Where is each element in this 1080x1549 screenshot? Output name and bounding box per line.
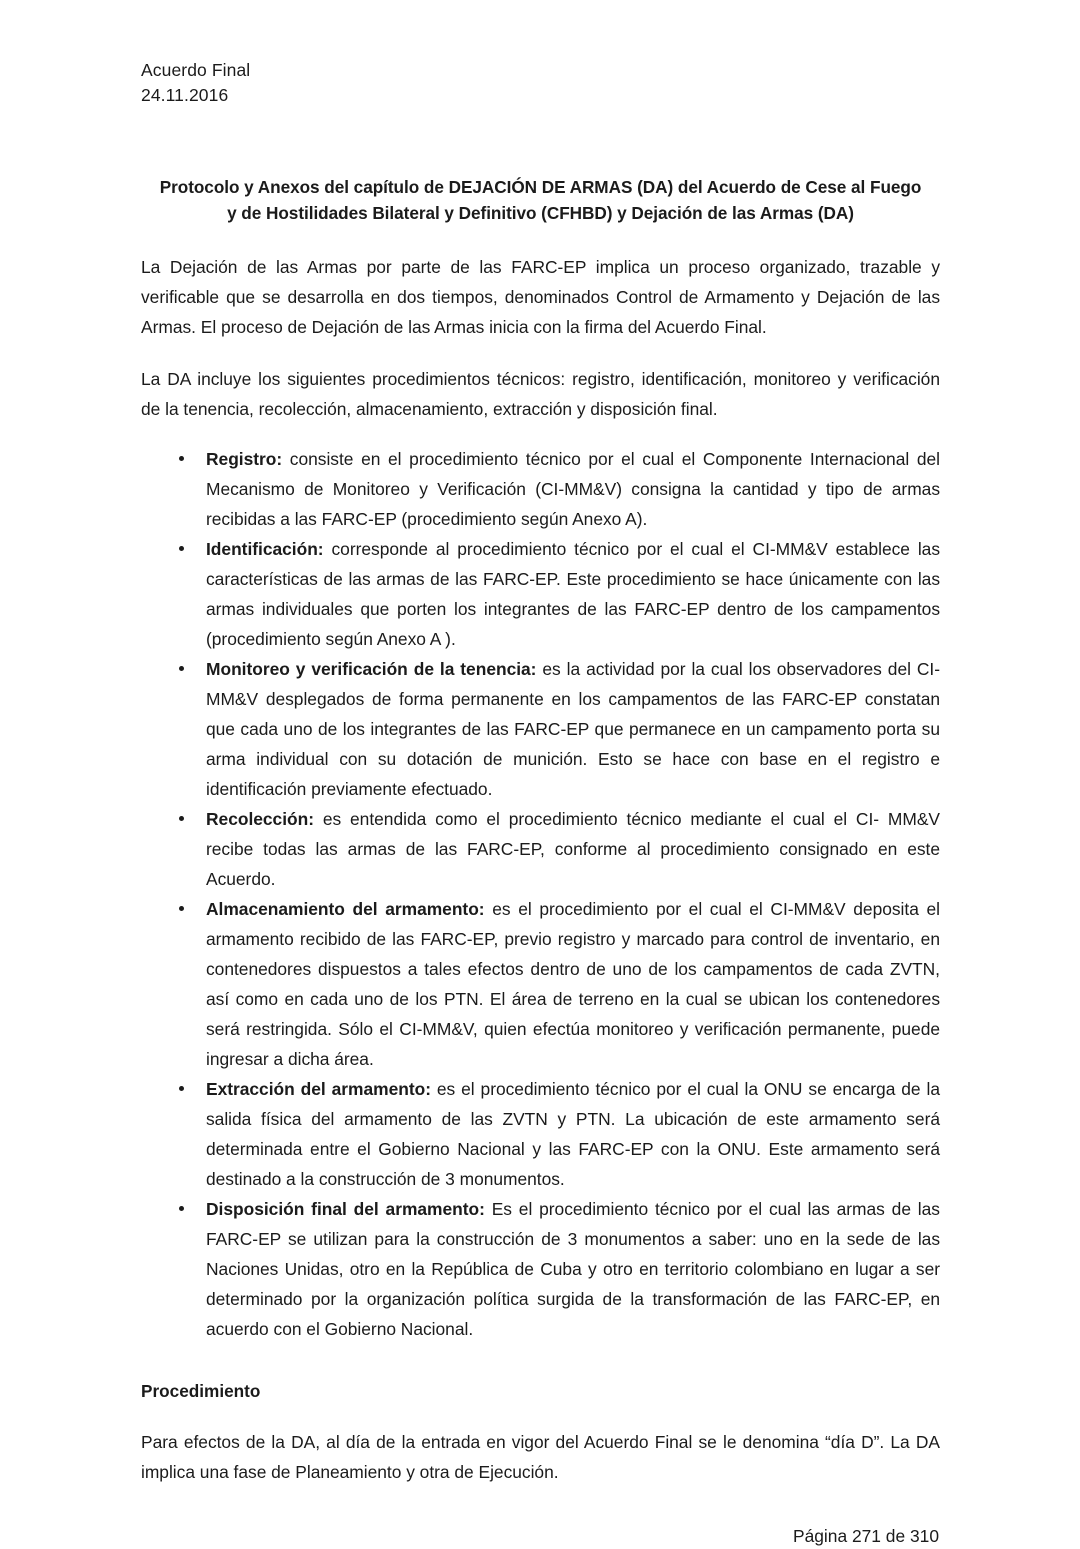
- bullet-point-icon: [179, 1074, 193, 1104]
- list-item-text: Es el procedimiento técnico por el cual las armas de las FARC-EP se utilizan para la construcción de 3 monumentos a saber: uno en la sede de las Naciones Unidas, otro en la República de Cuba y otro en territorio colombiano en lugar a ser determinado por la organización política surgida de la transformación de las FARC-EP, en acuerdo con el Gobierno Nacional.: [206, 1199, 940, 1339]
- list-item: [141, 654, 940, 804]
- bullet-point-icon: [179, 534, 193, 564]
- list-item-lead: Identificación:: [206, 539, 324, 559]
- bullet-point-icon: [179, 1194, 193, 1224]
- page-number-footer: Página 271 de 310: [792, 1526, 939, 1546]
- list-item-lead: Registro:: [206, 449, 283, 469]
- list-item-text: es la actividad por la cual los observadores del CI-MM&V desplegados de forma permanente en los campamentos de las FARC-EP constatan que cada uno de los integrantes de las FARC-EP que permanece en un campamento porta su arma individual con su dotación de munición. Esto se hace con base en el registro e identificación previamente efectuado.: [206, 659, 940, 799]
- intro-paragraph-2: La DA incluye los siguientes procedimientos técnicos: registro, identificación, monitoreo y verificación de la tenencia, recolección, almacenamiento, extracción y disposición final.: [141, 369, 940, 419]
- page-title-line-2: Hostilidades Bilateral y Definitivo (CFHBD) y Dejación de las Armas (DA): [266, 203, 854, 223]
- document-date-header: 24.11.2016: [141, 85, 229, 105]
- list-item-lead: Recolección:: [206, 809, 315, 829]
- bullet-point-icon: [179, 654, 193, 684]
- running-header: [141, 58, 940, 108]
- list-item-text: es el procedimiento por el cual el CI-MM&V deposita el armamento recibido de las FARC-EP, previo registro y marcado para control de inventario, en contenedores dispuestos a tales efectos dentro de uno de los campamentos de cada ZVTN, así como en cada uno de los PTN. El área de terreno en la cual se ubican los contenedores será restringida. Sólo el CI-MM&V, quien efectúa monitoreo y verificación permanente, puede ingresar a dicha área.: [206, 899, 940, 1069]
- list-item: [141, 894, 940, 1074]
- procedures-bullet-list: [141, 444, 940, 1344]
- section-heading-procedimiento: Procedimiento: [141, 1381, 261, 1401]
- list-item-text: consiste en el procedimiento técnico por el cual el Componente Internacional del Mecanismo de Monitoreo y Verificación (CI-MM&V) consigna la cantidad y tipo de armas recibidas a las FARC-EP (procedimiento según Anexo A).: [206, 449, 940, 529]
- page-title: [155, 174, 926, 226]
- intro-paragraph-1: La Dejación de las Armas por parte de las FARC-EP implica un proceso organizado, trazable y verificable que se desarrolla en dos tiempos, denominados Control de Armamento y Dejación de las Armas. El proceso de Dejación de las Armas inicia con la firma del Acuerdo Final.: [141, 257, 940, 337]
- list-item-text: es el procedimiento técnico por el cual la ONU se encarga de la salida física del armamento de las ZVTN y PTN. La ubicación de este armamento será determinada entre el Gobierno Nacional y las FARC-EP con la ONU. Este armamento será destinado a la construcción de 3 monumentos.: [206, 1079, 940, 1189]
- list-item: [141, 804, 940, 894]
- list-item: [141, 1074, 940, 1194]
- list-item-lead: Almacenamiento del armamento:: [206, 899, 485, 919]
- list-item-lead: Disposición final del armamento:: [206, 1199, 485, 1219]
- list-item-text: es entendida como el procedimiento técnico mediante el cual el CI- MM&V recibe todas las armas de las FARC-EP, conforme al procedimiento consignado en este Acuerdo.: [206, 809, 940, 889]
- bullet-point-icon: [179, 894, 193, 924]
- list-item: [141, 444, 940, 534]
- list-item-text: corresponde al procedimiento técnico por el cual el CI-MM&V establece las características de las armas de las FARC-EP. Este procedimiento se hace únicamente con las armas individuales que porten los integrantes de las FARC-EP dentro de los campamentos (procedimiento según Anexo A ).: [206, 539, 940, 649]
- bullet-point-icon: [179, 444, 193, 474]
- document-title-header: Acuerdo Final: [141, 60, 251, 80]
- list-item: [141, 534, 940, 654]
- section-paragraph-procedimiento: Para efectos de la DA, al día de la entrada en vigor del Acuerdo Final se le denomina “día D”. La DA implica una fase de Planeamiento y otra de Ejecución.: [141, 1432, 940, 1482]
- bullet-point-icon: [179, 804, 193, 834]
- page-title-line-1: Protocolo y Anexos del capítulo de DEJACIÓN DE ARMAS (DA) del Acuerdo de Cese al Fuego y de: [159, 177, 922, 223]
- list-item-lead: Extracción del armamento:: [206, 1079, 431, 1099]
- list-item-lead: Monitoreo y verificación de la tenencia:: [206, 659, 537, 679]
- list-item: [141, 1194, 940, 1344]
